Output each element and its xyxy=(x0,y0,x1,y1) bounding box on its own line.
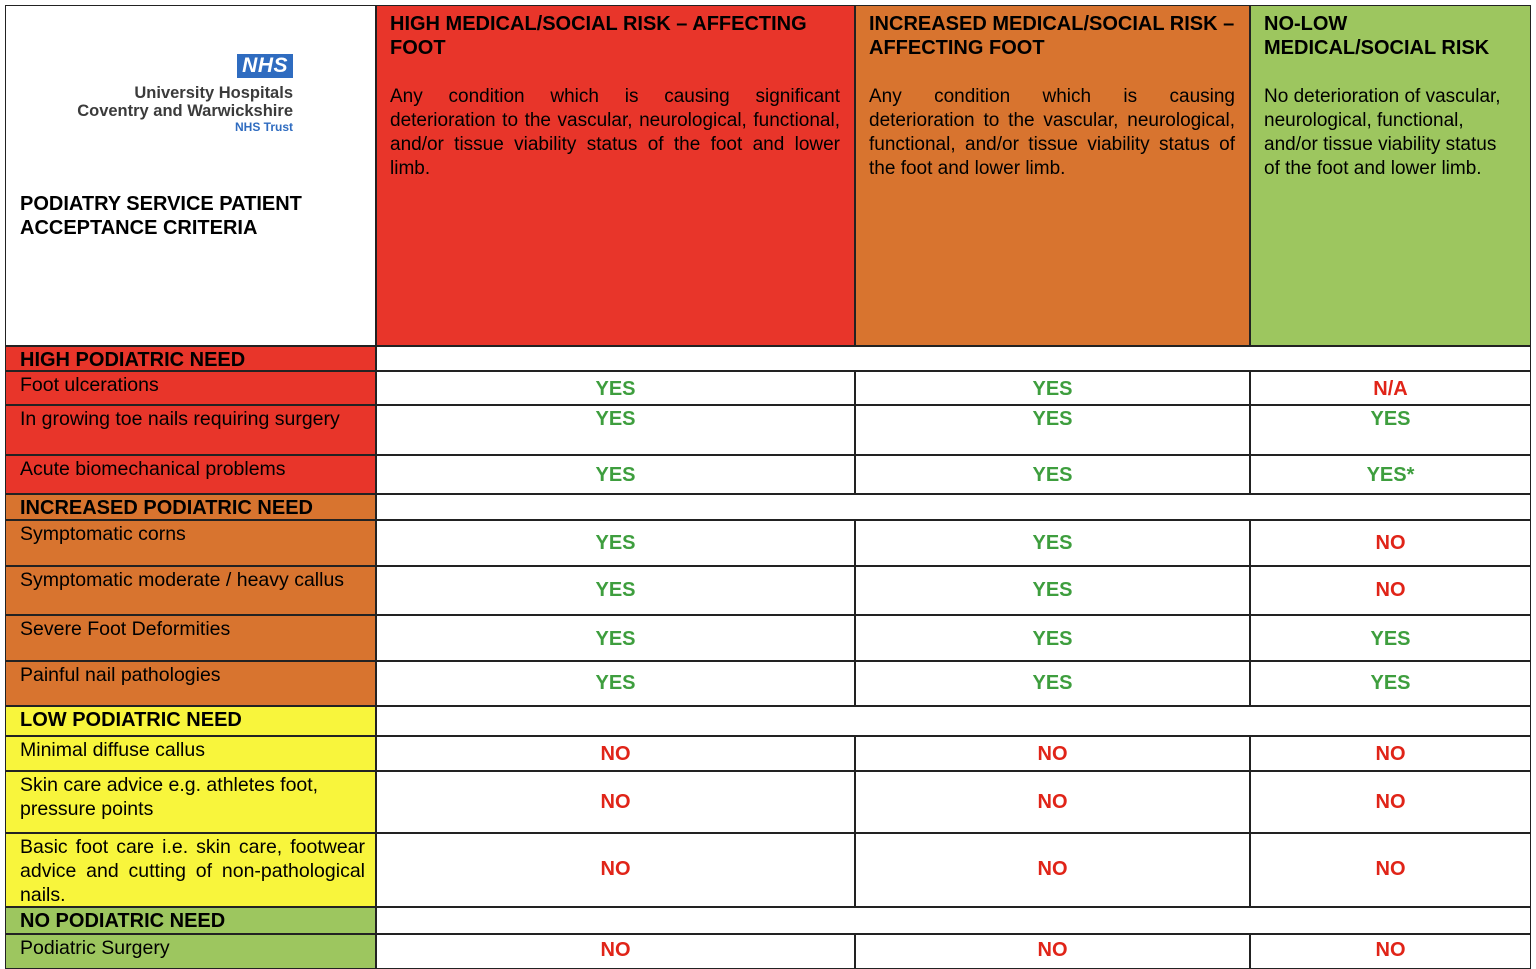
section-spacer xyxy=(376,494,1531,520)
section-title: INCREASED PODIATRIC NEED xyxy=(20,497,313,519)
value-cell xyxy=(376,771,855,833)
criteria-value: NO xyxy=(600,791,631,813)
row-label-cell xyxy=(5,455,376,494)
value-cell xyxy=(1250,661,1531,706)
value-cell xyxy=(376,520,855,566)
value-cell xyxy=(1250,566,1531,615)
value-cell xyxy=(855,520,1250,566)
criteria-value: YES xyxy=(1032,378,1073,400)
row-label-cell xyxy=(5,771,376,833)
row-label: Painful nail pathologies xyxy=(20,664,221,686)
logo-org-line2: Coventry and Warwickshire xyxy=(77,102,293,120)
row-label: Minimal diffuse callus xyxy=(20,739,205,761)
value-cell xyxy=(855,934,1250,969)
criteria-value: NO xyxy=(600,743,631,765)
value-cell xyxy=(376,934,855,969)
column-header-description: Any condition which is causing significant deterioration to the vascular, neurological, functional, and/or tissue viability status of the foot and lower limb. xyxy=(390,86,840,179)
row-label: Skin care advice e.g. athletes foot, pressure points xyxy=(20,774,319,820)
value-cell xyxy=(1250,771,1531,833)
criteria-value: NO xyxy=(1375,743,1406,765)
criteria-value: YES xyxy=(595,532,636,554)
value-cell xyxy=(376,371,855,405)
criteria-value: YES xyxy=(1032,532,1073,554)
section-spacer xyxy=(376,907,1531,934)
row-label: In growing toe nails requiring surgery xyxy=(20,408,340,430)
row-label-cell xyxy=(5,566,376,615)
value-cell xyxy=(855,833,1250,907)
value-cell xyxy=(855,405,1250,455)
value-cell xyxy=(1250,833,1531,907)
column-header-2 xyxy=(855,5,1250,346)
section-header xyxy=(5,346,376,371)
value-cell xyxy=(855,661,1250,706)
criteria-value: N/A xyxy=(1373,378,1408,400)
section-spacer xyxy=(376,706,1531,736)
criteria-value: YES xyxy=(595,672,636,694)
row-label: Severe Foot Deformities xyxy=(20,618,231,640)
value-cell xyxy=(855,371,1250,405)
column-header-description: No deterioration of vascular, neurological, functional, and/or tissue viability status of the foot and lower limb. xyxy=(1264,86,1501,179)
row-label: Basic foot care i.e. skin care, footwear advice and cutting of non-pathological nails. xyxy=(20,836,365,906)
criteria-value: NO xyxy=(1037,858,1068,880)
row-label-cell xyxy=(5,405,376,455)
criteria-value: NO xyxy=(1037,743,1068,765)
column-header-3 xyxy=(1250,5,1531,346)
row-label-cell xyxy=(5,934,376,969)
criteria-value: NO xyxy=(1375,858,1406,880)
criteria-value: YES xyxy=(1032,464,1073,486)
row-label: Acute biomechanical problems xyxy=(20,458,286,480)
logo-trust: NHS Trust xyxy=(234,120,293,134)
criteria-value: NO xyxy=(1037,791,1068,813)
row-label: Podiatric Surgery xyxy=(20,937,170,959)
criteria-value: YES xyxy=(1032,628,1073,650)
criteria-value: NO xyxy=(1375,791,1406,813)
row-label-cell xyxy=(5,661,376,706)
section-spacer xyxy=(376,346,1531,371)
value-cell xyxy=(1250,615,1531,661)
value-cell xyxy=(855,771,1250,833)
criteria-value: NO xyxy=(1375,532,1406,554)
criteria-value: YES xyxy=(1370,408,1411,430)
row-label-cell xyxy=(5,371,376,405)
row-label-cell xyxy=(5,736,376,771)
criteria-value: YES xyxy=(595,579,636,601)
value-cell xyxy=(1250,371,1531,405)
value-cell xyxy=(376,566,855,615)
page-title: PODIATRY SERVICE PATIENT ACCEPTANCE CRITERIA xyxy=(20,193,302,239)
criteria-value: YES xyxy=(595,628,636,650)
section-header xyxy=(5,494,376,520)
value-cell xyxy=(855,566,1250,615)
value-cell xyxy=(1250,405,1531,455)
row-label: Foot ulcerations xyxy=(20,374,159,396)
criteria-value: YES xyxy=(1032,579,1073,601)
section-title: NO PODIATRIC NEED xyxy=(20,910,226,932)
criteria-value: YES xyxy=(1370,672,1411,694)
criteria-value: NO xyxy=(1375,579,1406,601)
section-title: HIGH PODIATRIC NEED xyxy=(20,349,246,371)
criteria-value: YES xyxy=(595,408,636,430)
criteria-value: YES xyxy=(1032,408,1073,430)
value-cell xyxy=(855,736,1250,771)
column-header-1 xyxy=(376,5,855,346)
nhs-badge: NHS xyxy=(237,54,293,78)
column-header-title: INCREASED MEDICAL/SOCIAL RISK – AFFECTING FOOT xyxy=(869,13,1235,59)
row-label-cell xyxy=(5,520,376,566)
nhs-logo xyxy=(77,54,293,134)
value-cell xyxy=(855,615,1250,661)
column-header-title: HIGH MEDICAL/SOCIAL RISK – AFFECTING FOOT xyxy=(390,13,807,59)
value-cell xyxy=(376,736,855,771)
column-header-title: NO-LOW MEDICAL/SOCIAL RISK xyxy=(1264,13,1490,59)
criteria-value: YES xyxy=(1370,628,1411,650)
value-cell xyxy=(376,405,855,455)
value-cell xyxy=(1250,736,1531,771)
row-label: Symptomatic moderate / heavy callus xyxy=(20,569,345,591)
value-cell xyxy=(855,455,1250,494)
criteria-value: NO xyxy=(600,858,631,880)
column-header-description: Any condition which is causing deterioration to the vascular, neurological, functional, and/or tissue viability status of the foot and lower limb. xyxy=(869,86,1235,179)
row-label-cell xyxy=(5,615,376,661)
value-cell xyxy=(1250,934,1531,969)
value-cell xyxy=(376,615,855,661)
value-cell xyxy=(1250,520,1531,566)
criteria-value: YES xyxy=(595,464,636,486)
row-label-cell xyxy=(5,833,376,907)
criteria-value: NO xyxy=(600,939,631,961)
criteria-value: NO xyxy=(1037,939,1068,961)
value-cell xyxy=(376,661,855,706)
row-label: Symptomatic corns xyxy=(20,523,186,545)
value-cell xyxy=(1250,455,1531,494)
title-cell xyxy=(5,5,376,346)
section-title: LOW PODIATRIC NEED xyxy=(20,709,242,731)
criteria-value: YES xyxy=(595,378,636,400)
criteria-value: YES* xyxy=(1366,464,1415,486)
value-cell xyxy=(376,833,855,907)
logo-org-line1: University Hospitals xyxy=(134,84,293,102)
section-header xyxy=(5,706,376,736)
value-cell xyxy=(376,455,855,494)
criteria-value: YES xyxy=(1032,672,1073,694)
criteria-value: NO xyxy=(1375,939,1406,961)
section-header xyxy=(5,907,376,934)
